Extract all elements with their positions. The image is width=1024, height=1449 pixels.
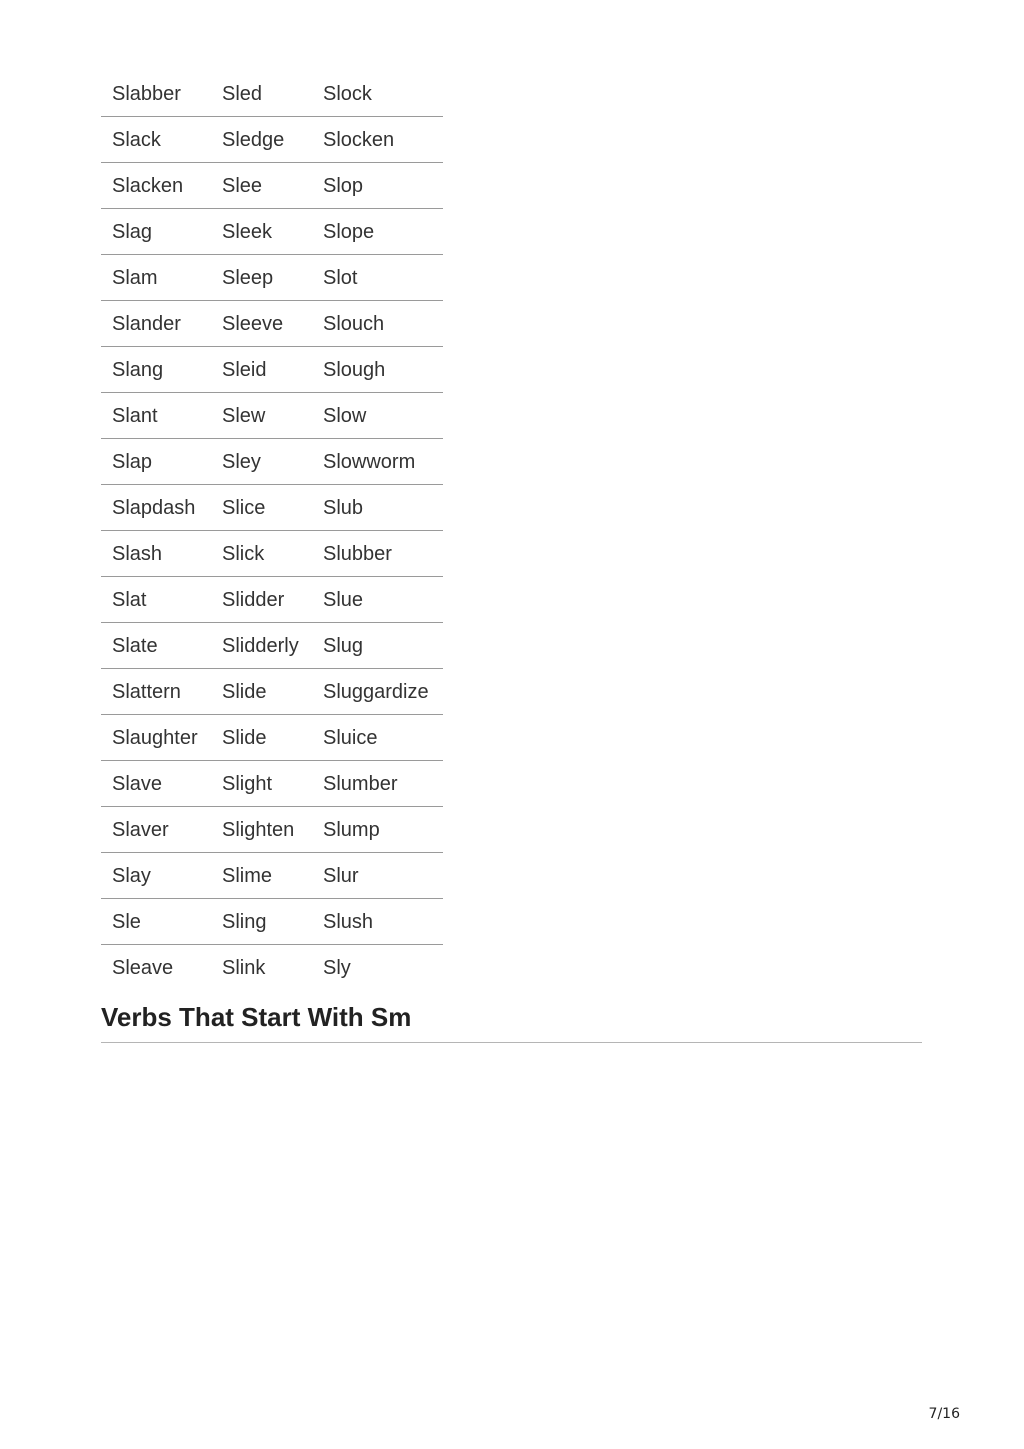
table-cell: Slock bbox=[312, 71, 443, 117]
table-row bbox=[101, 439, 443, 485]
table-cell: Slack bbox=[101, 117, 211, 163]
table-cell: Slide bbox=[211, 669, 312, 715]
table-cell: Slocken bbox=[312, 117, 443, 163]
table-cell: Sluice bbox=[312, 715, 443, 761]
table-cell: Slumber bbox=[312, 761, 443, 807]
table-cell: Sledge bbox=[211, 117, 312, 163]
table-cell: Slowworm bbox=[312, 439, 443, 485]
table-cell: Slick bbox=[211, 531, 312, 577]
table-cell: Sleek bbox=[211, 209, 312, 255]
table-cell: Slidderly bbox=[211, 623, 312, 669]
table-row bbox=[101, 209, 443, 255]
table-row bbox=[101, 761, 443, 807]
table-row bbox=[101, 531, 443, 577]
table-row bbox=[101, 945, 443, 991]
table-cell: Slave bbox=[101, 761, 211, 807]
table-cell: Sleave bbox=[112, 956, 174, 979]
table-row bbox=[101, 485, 443, 531]
table-cell: Sluggardize bbox=[312, 669, 443, 715]
table-cell: Slur bbox=[312, 853, 443, 899]
table-cell: Slant bbox=[101, 393, 211, 439]
table-row bbox=[101, 393, 443, 439]
table-cell: Sly bbox=[323, 956, 351, 979]
table-row bbox=[101, 117, 443, 163]
table-cell: Slope bbox=[312, 209, 443, 255]
verb-word-table bbox=[101, 71, 443, 990]
table-cell: Slabber bbox=[101, 71, 211, 117]
table-row bbox=[101, 577, 443, 623]
table-cell: Slouch bbox=[312, 301, 443, 347]
table-cell: Slam bbox=[101, 255, 211, 301]
table-cell: Slump bbox=[312, 807, 443, 853]
table-cell: Slat bbox=[101, 577, 211, 623]
table-cell: Slidder bbox=[211, 577, 312, 623]
table-cell: Slew bbox=[211, 393, 312, 439]
table-cell: Slate bbox=[101, 623, 211, 669]
table-cell: Slub bbox=[312, 485, 443, 531]
table-cell: Sley bbox=[211, 439, 312, 485]
table-cell: Sled bbox=[211, 71, 312, 117]
table-cell: Slacken bbox=[101, 163, 211, 209]
table-cell: Slander bbox=[101, 301, 211, 347]
table-cell: Slubber bbox=[312, 531, 443, 577]
table-cell: Slapdash bbox=[101, 485, 211, 531]
table-cell: Sle bbox=[101, 899, 211, 945]
table-cell: Slattern bbox=[101, 669, 211, 715]
table-cell: Slaver bbox=[101, 807, 211, 853]
table-row bbox=[101, 853, 443, 899]
table-cell: Slight bbox=[211, 761, 312, 807]
table-cell: Slue bbox=[312, 577, 443, 623]
table-cell: Slag bbox=[101, 209, 211, 255]
table-row bbox=[101, 715, 443, 761]
table-row bbox=[101, 301, 443, 347]
table-cell: Slang bbox=[101, 347, 211, 393]
section-heading: Verbs That Start With Sm bbox=[101, 1000, 922, 1043]
table-cell: Slop bbox=[312, 163, 443, 209]
table-cell: Slay bbox=[101, 853, 211, 899]
table-cell: Slow bbox=[312, 393, 443, 439]
table-cell: Slap bbox=[101, 439, 211, 485]
table-row bbox=[101, 669, 443, 715]
table-cell: Slee bbox=[211, 163, 312, 209]
table-cell: Slash bbox=[101, 531, 211, 577]
table-cell: Slide bbox=[211, 715, 312, 761]
table-cell: Slug bbox=[312, 623, 443, 669]
table-cell: Slaughter bbox=[101, 715, 211, 761]
table-row bbox=[101, 807, 443, 853]
table-cell: Sleid bbox=[211, 347, 312, 393]
table-cell: Slot bbox=[312, 255, 443, 301]
table-cell: Slough bbox=[312, 347, 443, 393]
page-number: 7/16 bbox=[928, 1406, 960, 1422]
table-row bbox=[101, 255, 443, 301]
table-row bbox=[101, 163, 443, 209]
table-row bbox=[101, 71, 443, 117]
table-cell: Slime bbox=[211, 853, 312, 899]
table-cell: Sleeve bbox=[211, 301, 312, 347]
table-cell: Slighten bbox=[211, 807, 312, 853]
table-row bbox=[101, 347, 443, 393]
table-row bbox=[101, 623, 443, 669]
table-cell: Slice bbox=[211, 485, 312, 531]
table-cell: Sling bbox=[211, 899, 312, 945]
table-row bbox=[101, 899, 443, 945]
verb-word-table-body bbox=[101, 71, 443, 990]
table-cell: Sleep bbox=[211, 255, 312, 301]
table-cell: Slush bbox=[312, 899, 443, 945]
table-cell: Slink bbox=[222, 956, 266, 979]
